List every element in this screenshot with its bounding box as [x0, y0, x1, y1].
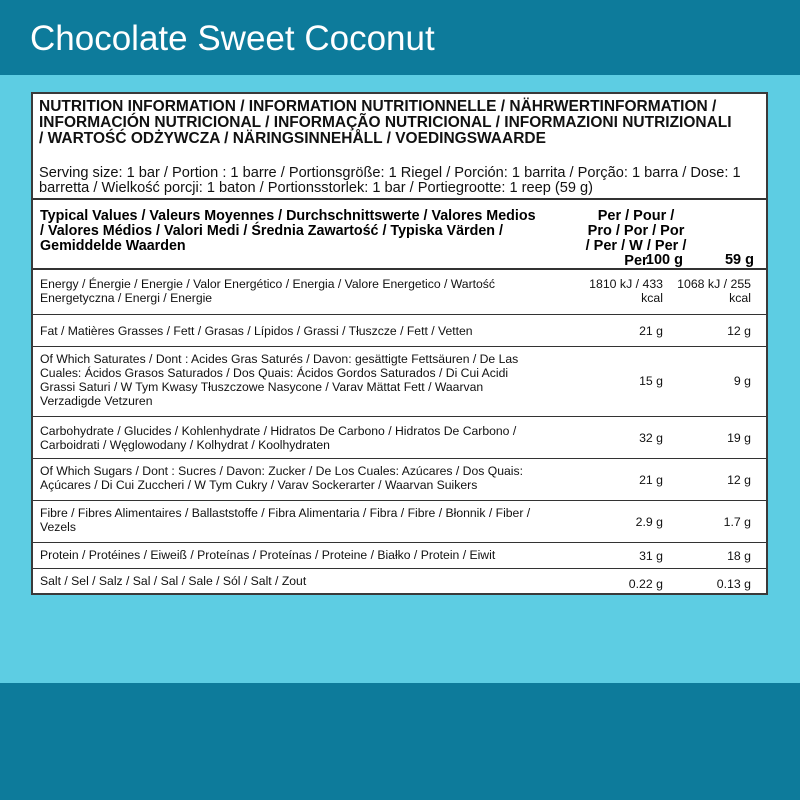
table-row	[33, 417, 766, 459]
unit-row	[33, 253, 766, 269]
table-header	[33, 198, 766, 270]
typical-values-label: Typical Values / Valeurs Moyennes / Durchschnittswerte / Valores Medios / Valores Médios / Valori Medi / Średnia Zawartość / Typiska Värden / Gemiddelde Waarden	[40, 208, 536, 254]
table-row	[33, 270, 766, 315]
nutrition-heading: NUTRITION INFORMATION / INFORMATION NUTRITIONNELLE / NÄHRWERTINFORMATION / INFORMACIÓN NUTRICIONAL / INFORMAÇÃO NUTRICIONAL / INFORMAZIONI NUTRIZIONALI / WARTOŚĆ ODŻYWCZA / NÄRINGSINNEHÅLL / VOEDINGSWAARDE	[39, 98, 732, 147]
value-per-59g: 1068 kJ / 255 kcal	[677, 277, 751, 305]
nutrient-label: Protein / Protéines / Eiweiß / Proteínas / Proteínas / Proteine / Białko / Protein / Eiwit	[40, 548, 496, 562]
value-per-100g: 15 g	[639, 374, 663, 388]
per-column-label: Per / Pour / Pro / Por / Por / Per / W / Per / Per	[585, 208, 687, 269]
value-per-59g: 12 g	[727, 324, 751, 338]
nutrient-label: Carbohydrate / Glucides / Kohlenhydrate / Hidratos De Carbono / Hidratos De Carbono / Carboidrati / Węglowodany / Kolhydrat / Koolhydraten	[40, 424, 517, 452]
unit-100g: 100 g	[645, 252, 683, 268]
table-row	[33, 347, 766, 417]
table-row	[33, 315, 766, 347]
value-per-59g: 0.13 g	[716, 577, 751, 591]
value-per-59g: 9 g	[733, 374, 751, 388]
nutrient-label: Of Which Sugars / Dont : Sucres / Davon: Zucker / De Los Cuales: Azúcares / Dos Quais: Açúcares / Di Cui Zuccheri / W Tym Cukry / Varav Sockerarter / Waarvan Suikers	[40, 464, 523, 492]
nutrient-label: Energy / Énergie / Energie / Valor Energético / Energia / Valore Energetico / Wartość Energetyczna / Energi / Energie	[40, 277, 495, 305]
value-per-100g: 31 g	[639, 549, 663, 563]
value-per-59g: 19 g	[727, 431, 751, 445]
table-row	[33, 569, 766, 593]
value-per-100g: 1810 kJ / 433 kcal	[589, 277, 663, 305]
nutrient-label: Salt / Sel / Salz / Sal / Sal / Sale / Sól / Salt / Zout	[40, 574, 307, 588]
value-per-59g: 1.7 g	[723, 515, 751, 529]
product-title: Chocolate Sweet Coconut	[30, 19, 435, 58]
value-per-100g: 21 g	[639, 324, 663, 338]
value-per-100g: 21 g	[639, 473, 663, 487]
nutrition-panel	[31, 92, 768, 595]
value-per-59g: 12 g	[727, 473, 751, 487]
table-row	[33, 459, 766, 501]
value-per-100g: 2.9 g	[635, 515, 663, 529]
table-row	[33, 501, 766, 543]
value-per-59g: 18 g	[727, 549, 751, 563]
unit-59g: 59 g	[724, 252, 754, 268]
value-per-100g: 32 g	[639, 431, 663, 445]
table-row	[33, 543, 766, 569]
footer-band	[0, 683, 800, 800]
nutrient-label: Fibre / Fibres Alimentaires / Ballaststoffe / Fibra Alimentaria / Fibra / Fibre / Błonnik / Fiber / Vezels	[40, 506, 531, 534]
nutrient-label: Fat / Matières Grasses / Fett / Grasas / Lípidos / Grassi / Tłuszcze / Fett / Vetten	[40, 324, 473, 338]
serving-size: Serving size: 1 bar / Portion : 1 barre / Portionsgröße: 1 Riegel / Porción: 1 barrita / Porção: 1 barra / Dose: 1 barretta / Wielkość porcji: 1 baton / Portionsstorlek: 1 bar / Portiegrootte: 1 reep (59 g)	[39, 165, 741, 196]
nutrient-label: Of Which Saturates / Dont : Acides Gras Saturés / Davon: gesättigte Fettsäuren / De Las Cuales: Ácidos Grasos Saturados / Dos Quais: Ácidos Gordos Saturados / Di Cui Acidi Grassi Saturi / W Tym Kwasy Tłuszczowe Nasycone / Varav Mättat Fett / Waarvan Verzadigde Vetzuren	[40, 352, 519, 408]
value-per-100g: 0.22 g	[628, 577, 663, 591]
